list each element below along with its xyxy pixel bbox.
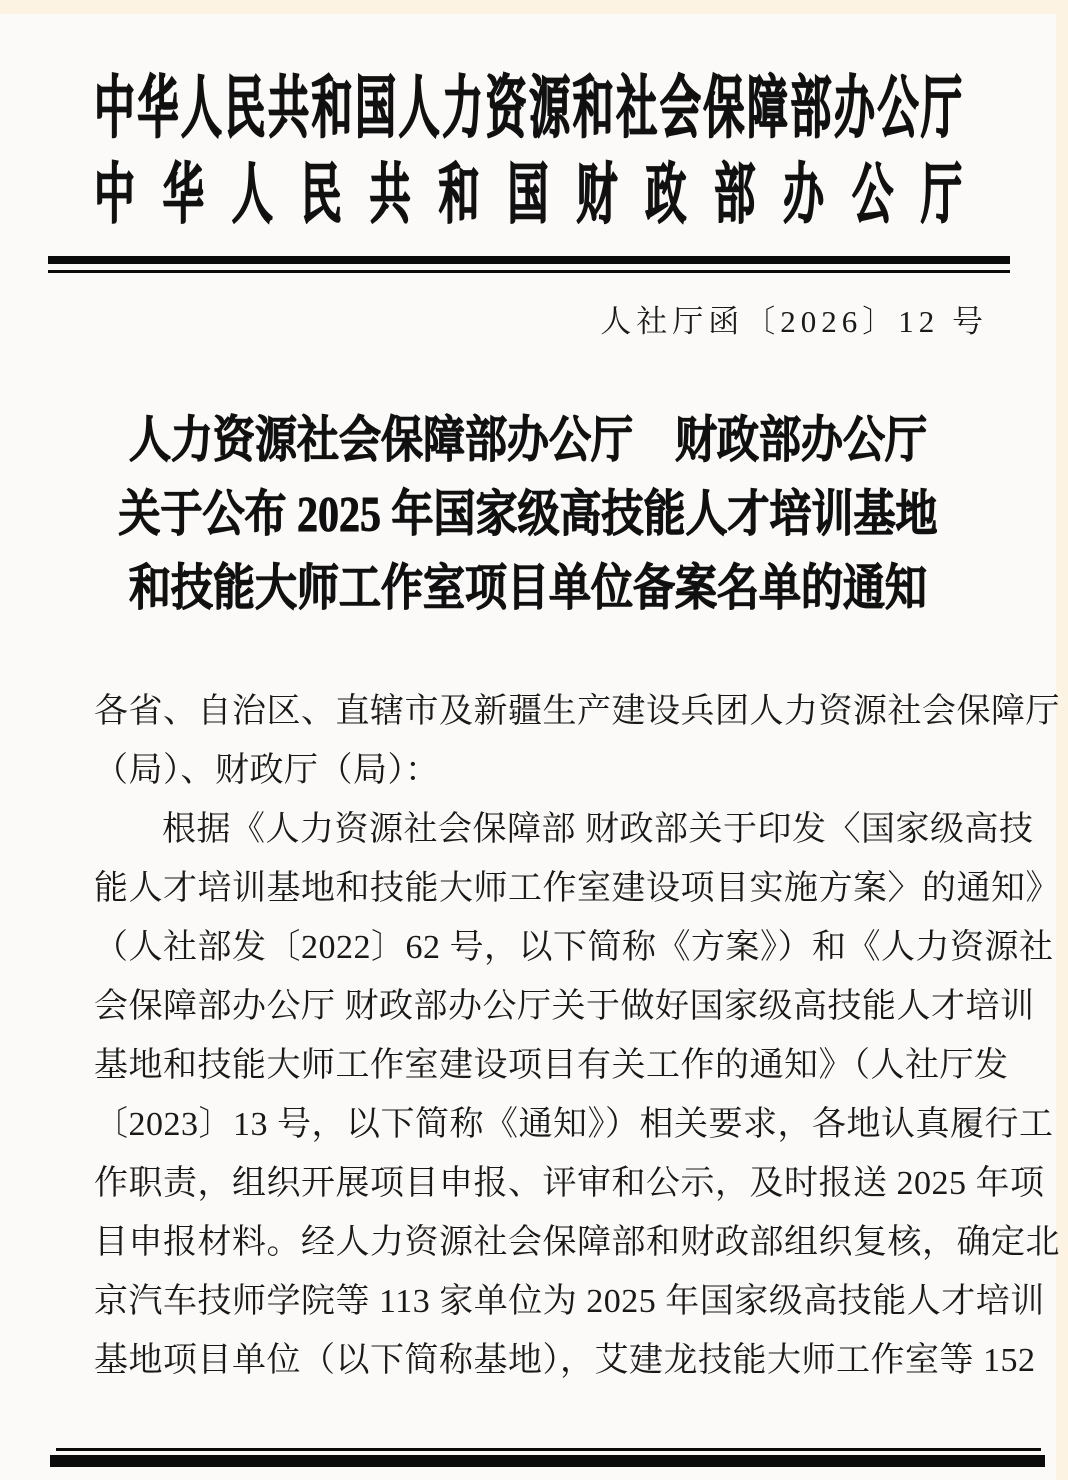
body-text-line: 作职责，组织开展项目申报、评审和公示，及时报送 2025 年项 xyxy=(94,1165,1045,1202)
issuing-org-line-1: 中华人民共和国人力资源和社会保障部办公厅 xyxy=(94,70,962,146)
body-text-line: 能人才培训基地和技能大师工作室建设项目实施方案〉的通知》 xyxy=(94,870,1060,907)
page-bottom-rule-thin xyxy=(56,1448,1041,1451)
document-title-line-1: 人力资源社会保障部办公厅 财政部办公厅 xyxy=(128,413,927,469)
document-title xyxy=(0,404,1056,626)
body-text-line: 基地项目单位（以下简称基地），艾建龙技能大师工作室等 152 xyxy=(94,1342,1036,1379)
issuing-org-line-2: 中华人民共和国财政部办公厅 xyxy=(94,157,962,231)
page-bottom-rule-thick xyxy=(50,1455,1045,1467)
header-separator-rule-thin xyxy=(48,270,1010,273)
document-page xyxy=(0,14,1060,1480)
body-text-line: 基地和技能大师工作室建设项目有关工作的通知》（人社厅发 xyxy=(94,1047,1009,1084)
body-text-line: 京汽车技师学院等 113 家单位为 2025 年国家级高技能人才培训 xyxy=(94,1283,1045,1320)
header-separator-rule-thick xyxy=(48,256,1010,264)
body-text-line: 〔2023〕13 号，以下简称《通知》）相关要求，各地认真履行工 xyxy=(94,1106,1054,1143)
body-text-line: 根据《人力资源社会保障部 财政部关于印发〈国家级高技 xyxy=(162,811,1034,848)
body-text-line: 目申报材料。经人力资源社会保障部和财政部组织复核，确定北 xyxy=(94,1224,1060,1261)
body-text-line: （人社部发〔2022〕62 号，以下简称《方案》）和《人力资源社 xyxy=(94,929,1054,966)
salutation-line-1: 各省、自治区、直辖市及新疆生产建设兵团人力资源社会保障厅 xyxy=(94,693,1060,730)
doc-number: 人社厅函〔2026〕12 号 xyxy=(600,304,988,339)
document-title-line-3: 和技能大师工作室项目单位备案名单的通知 xyxy=(128,561,927,617)
document-title-line-2: 关于公布 2025 年国家级高技能人才培训基地 xyxy=(118,487,938,543)
salutation-line-2: （局）、财政厅（局）： xyxy=(94,752,440,789)
document-body xyxy=(94,682,1060,1390)
body-text-line: 会保障部办公厅 财政部办公厅关于做好国家级高技能人才培训 xyxy=(94,988,1035,1025)
